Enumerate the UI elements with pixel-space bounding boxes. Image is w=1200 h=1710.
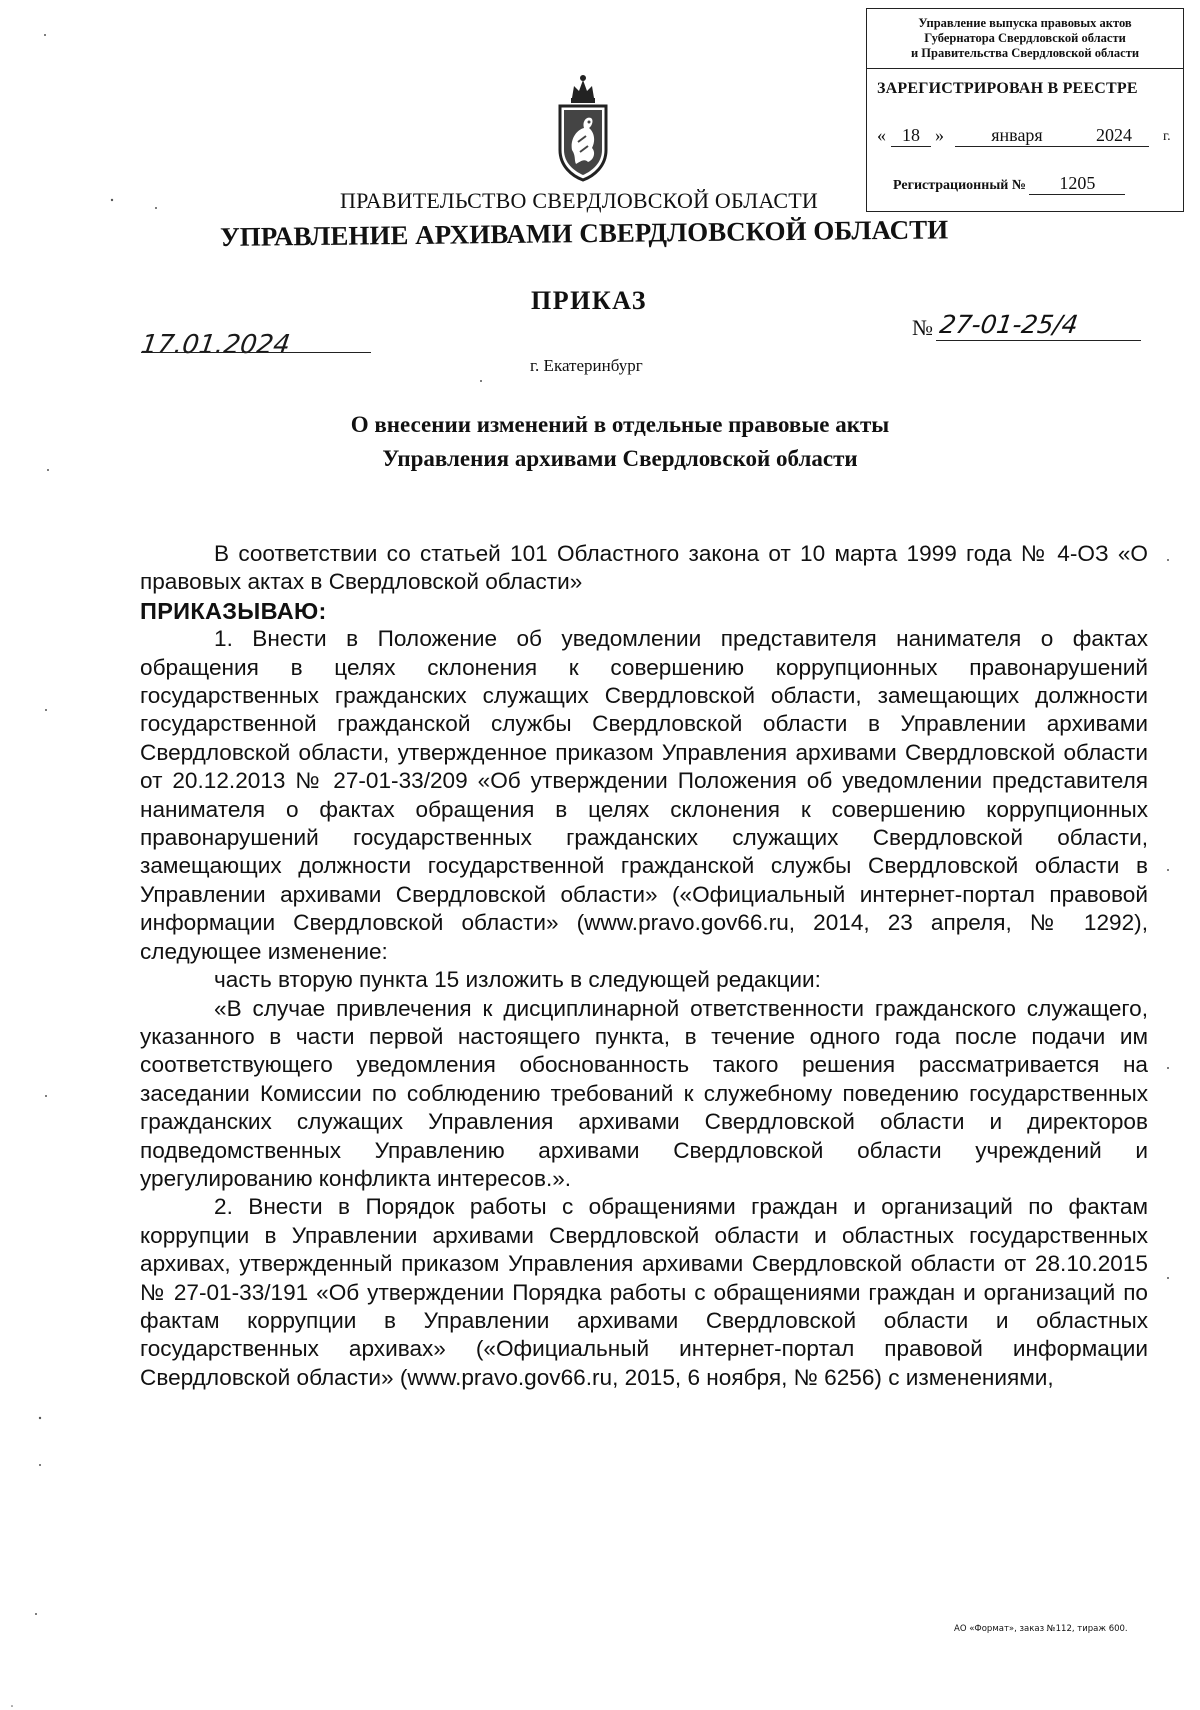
stamp-quote-close: » [935, 125, 944, 145]
stamp-header [867, 9, 1183, 69]
stamp-reg-label: Регистрационный № [893, 178, 1026, 193]
government-title: ПРАВИТЕЛЬСТВО СВЕРДЛОВСКОЙ ОБЛАСТИ [340, 188, 818, 213]
subject-line: О внесении изменений в отдельные правовые акты [350, 412, 890, 437]
stamp-header-line: Губернатора Свердловской области [924, 31, 1126, 45]
order-date: 17.01.2024 [138, 330, 292, 360]
document-body [140, 540, 1148, 1392]
stamp-header-line: Управление выпуска правовых актов [918, 16, 1132, 30]
stamp-year: 2024 [1096, 125, 1132, 145]
preamble-paragraph: В соответствии со статьей 101 Областного закона от 10 марта 1999 года № 4-ОЗ «О правовых актах в Свердловской области» [140, 541, 1148, 595]
stamp-quote-open: « [877, 125, 886, 145]
sverdlovsk-coat-of-arms-icon [556, 72, 610, 182]
department-title: УПРАВЛЕНИЕ АРХИВАМИ СВЕРДЛОВСКОЙ ОБЛАСТИ [219, 214, 949, 252]
stamp-month: января [991, 125, 1043, 145]
registration-stamp [866, 8, 1184, 212]
document-type: ПРИКАЗ [531, 286, 648, 315]
number-underline [936, 340, 1141, 341]
stamp-year-field [1079, 125, 1149, 147]
stamp-month-field [955, 125, 1079, 147]
city: г. Екатеринбург [530, 356, 643, 375]
item-1-quote-paragraph: «В случае привлечения к дисциплинарной ответственности гражданского служащего, указанного в части первой настоящего пункта, в течение одного года после подачи им соответствующего уведомления обоснованность такого решения рассматривается на заседании Комиссии по соблюдению требований к служебному поведению государственных гражданских служащих Управления архивами Свердловской области и директоров подведомственных Управлению архивами Свердловской области учреждений и урегулированию конфликта интересов.». [140, 995, 1148, 1191]
date-underline [141, 352, 371, 353]
stamp-registration [893, 173, 1125, 195]
order-number: 27-01-25/4 [937, 310, 1080, 339]
printer-imprint: АО «Формат», заказ №112, тираж 600. [954, 1624, 1128, 1634]
item-1-paragraph: 1. Внести в Положение об уведомлении представителя нанимателя о фактах обращения в целях склонения к совершению коррупционных правонарушений государственных гражданских служащих Свердловской области, замещающих должности государственной гражданской службы Свердловской области в Управлении архивами Свердловской области, утвержденное приказом Управления архивами Свердловской области от 20.12.2013 № 27-01-33/209 «Об утверждении Положения об уведомлении представителя нанимателя о фактах обращения в целях склонения к совершению коррупционных правонарушений государственных гражданских служащих Свердловской области, замещающих должности государственной гражданской службы Свердловской области в Управлении архивами Свердловской области» («Официальный интернет-портал правовой информации Свердловской области» (www.pravo.gov66.ru, 2014, 23 апреля, № 1292), следующее изменение: [140, 626, 1148, 964]
stamp-title: ЗАРЕГИСТРИРОВАН В РЕЕСТРЕ [877, 80, 1138, 97]
stamp-reg-number: 1205 [1029, 173, 1125, 195]
orders-heading: ПРИКАЗЫВАЮ: [140, 597, 327, 624]
document-subject [250, 408, 990, 476]
stamp-day-field [891, 125, 931, 147]
stamp-day: 18 [902, 125, 920, 145]
stamp-header-line: и Правительства Свердловской области [910, 46, 1140, 60]
item-1-part-paragraph: часть вторую пункта 15 изложить в следующей редакции: [214, 967, 821, 993]
subject-line: Управления архивами Свердловской области [382, 446, 858, 471]
stamp-year-suffix: г. [1163, 129, 1171, 144]
order-number-label: № [912, 315, 933, 340]
item-2-paragraph: 2. Внести в Порядок работы с обращениями граждан и организаций по фактам коррупции в Управлении архивами Свердловской области и областных государственных архивах, утвержденный приказом Управления архивами Свердловской области от 28.10.2015 № 27-01-33/191 «Об утверждении Порядка работы с обращениями граждан и организаций по фактам коррупции в Управлении архивами Свердловской области и областных государственных архивах» («Официальный интернет-портал правовой информации Свердловской области» (www.pravo.gov66.ru, 2015, 6 ноября, № 6256) с изменениями, [140, 1194, 1148, 1390]
